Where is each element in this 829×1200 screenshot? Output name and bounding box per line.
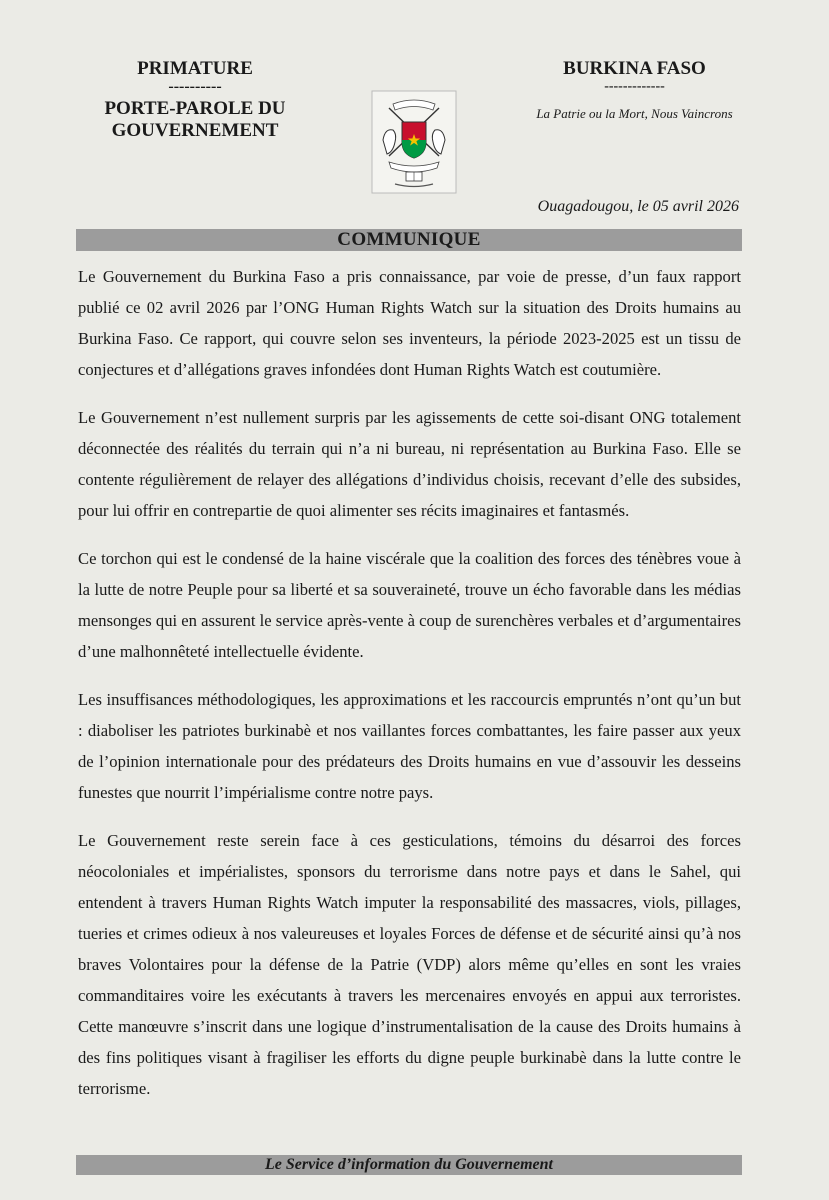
paragraph-5: Le Gouvernement reste serein face à ces gesticulations, témoins du désarroi des forces néocoloniales et impérialistes, sponsors du terrorisme dans notre pays et dans le Sahel, qui entendent à travers Human Rights Watch imputer la responsabilité des massacres, viols, pillages, tueries et crimes odieux à nos valeureuses et loyales Forces de défense et de sécurité ainsi qu’à nos braves Volontaires pour la défense de la Patrie (VDP) alors même qu’elles en sont les vraies commanditaires voire les exécutants à travers les mercenaires envoyés en appui aux terroristes. Cette manœuvre s’inscrit dans une logique d’instrumentalisation de la cause des Droits humains à des fins politiques visant à fragiliser les efforts du digne peuple burkinabè dans la lutte contre le terrorisme.	[78, 831, 741, 1098]
paragraph-1: Le Gouvernement du Burkina Faso a pris connaissance, par voie de presse, d’un faux rapport publié ce 02 avril 2026 par l’ONG Human Rights Watch sur la situation des Droits humains au Burkina Faso. Ce rapport, qui couvre selon ses inventeurs, la période 2023-2025 est un tissu de conjectures et d’allégations graves infondées dont Human Rights Watch est coutumière.	[78, 267, 741, 379]
communique-title: COMMUNIQUE	[337, 229, 481, 250]
place-date: Ouagadougou, le 05 avril 2026	[537, 198, 739, 215]
issuer-porte-parole: PORTE-PAROLE DU	[104, 98, 286, 119]
title-bar	[76, 229, 742, 251]
issuer-primature: PRIMATURE	[137, 58, 253, 79]
country-dashes: -------------	[604, 79, 665, 94]
footer-signature: Le Service d’information du Gouvernement	[265, 1156, 553, 1173]
country-name: BURKINA FASO	[563, 58, 706, 79]
national-motto: La Patrie ou la Mort, Nous Vaincrons	[536, 106, 733, 121]
paragraph-2: Le Gouvernement n’est nullement surpris par les agissements de cette soi-disant ONG totalement déconnectée des réalités du terrain qui n’a ni bureau, ni représentation au Burkina Faso. Elle se contente régulièrement de relayer des allégations d’individus choisis, recevant d’elle des subsides, pour lui offrir en contrepartie de quoi alimenter ses récits imaginaires et fantasmés.	[78, 408, 741, 520]
paragraph-3: Ce torchon qui est le condensé de la haine viscérale que la coalition des forces des ténèbres voue à la lutte de notre Peuple pour sa liberté et sa souveraineté, trouve un écho favorable dans les médias mensonges qui en assurent le service après-vente à coup de surenchères verbales et d’argumentaires d’une malhonnêteté intellectuelle évidente.	[78, 549, 741, 661]
issuer-block	[95, 58, 295, 142]
burkina-faso-coat-of-arms-icon	[371, 90, 457, 194]
communique-body	[78, 261, 741, 1121]
country-block	[522, 58, 747, 122]
paragraph-4: Les insuffisances méthodologiques, les approximations et les raccourcis empruntés n’ont qu’un but : diaboliser les patriotes burkinabè et nos vaillantes forces combattantes, les faire passer aux yeux de l’opinion internationale pour des prédateurs des Droits humains en vue d’assouvir les desseins funestes que nourrit l’impérialisme contre notre pays.	[78, 690, 741, 802]
issuer-gouvernement: GOUVERNEMENT	[111, 120, 279, 141]
issuer-dashes: ----------	[168, 78, 222, 95]
footer-bar	[76, 1155, 742, 1175]
